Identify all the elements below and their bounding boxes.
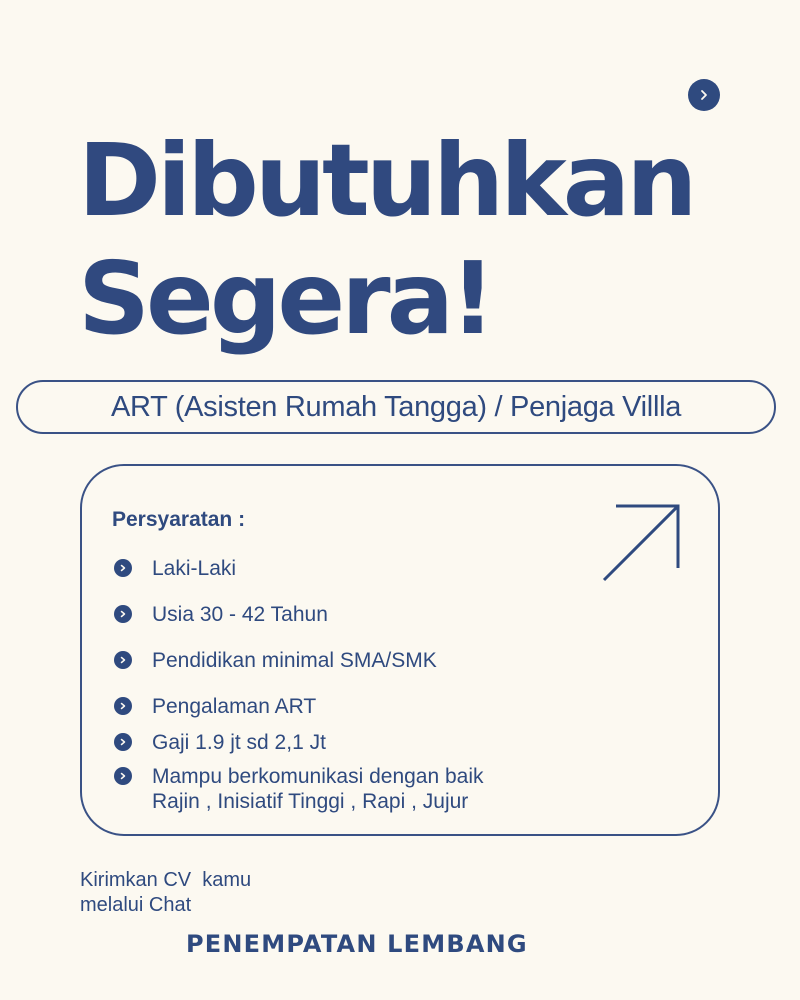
position-title: ART (Asisten Rumah Tangga) / Penjaga Villla xyxy=(110,390,682,423)
requirement-text: Laki-Laki xyxy=(152,557,237,580)
chevron-bullet-icon xyxy=(114,767,132,785)
requirement-text: Usia 30 - 42 Tahun xyxy=(152,603,328,626)
chevron-right-icon xyxy=(697,88,711,102)
requirement-text xyxy=(152,764,484,814)
requirement-text: Pengalaman ART xyxy=(152,695,317,718)
headline xyxy=(78,122,693,358)
arrow-up-right-icon xyxy=(598,500,684,586)
requirement-extra-line: Rajin , Inisiatif Tinggi , Rapi , Jujur xyxy=(152,790,469,813)
position-pill xyxy=(16,380,776,434)
contact-note xyxy=(80,868,251,918)
contact-line-2: melalui Chat xyxy=(80,894,192,916)
requirements-title: Persyaratan : xyxy=(112,508,246,531)
chevron-bullet-icon xyxy=(114,651,132,669)
chevron-bullet-icon xyxy=(114,697,132,715)
headline-line-2: Segera! xyxy=(78,240,492,357)
requirement-item xyxy=(114,556,236,581)
requirement-item xyxy=(114,602,328,627)
requirement-item xyxy=(114,694,316,719)
requirement-item xyxy=(114,730,326,755)
next-button[interactable] xyxy=(688,79,720,111)
requirement-text: Gaji 1.9 jt sd 2,1 Jt xyxy=(152,731,326,754)
chevron-bullet-icon xyxy=(114,559,132,577)
headline-line-1: Dibutuhkan xyxy=(78,122,694,239)
requirements-card xyxy=(80,464,720,836)
requirement-text: Pendidikan minimal SMA/SMK xyxy=(152,649,437,672)
location-label: PENEMPATAN LEMBANG xyxy=(186,930,528,958)
requirement-item xyxy=(114,764,484,814)
contact-line-1: Kirimkan CV kamu xyxy=(80,869,252,891)
requirement-text-line: Mampu berkomunikasi dengan baik xyxy=(152,765,484,788)
chevron-bullet-icon xyxy=(114,733,132,751)
chevron-bullet-icon xyxy=(114,605,132,623)
requirement-item xyxy=(114,648,437,673)
